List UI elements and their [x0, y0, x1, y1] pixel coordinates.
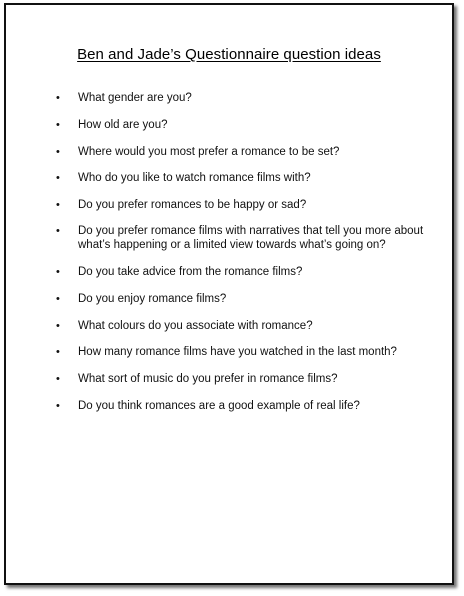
bullet-icon: • — [56, 346, 60, 358]
bullet-icon: • — [56, 199, 60, 211]
bullet-icon: • — [56, 373, 60, 385]
question-text: Do you think romances are a good example of real life? — [78, 400, 360, 412]
bullet-icon: • — [56, 119, 60, 131]
question-text: What colours do you associate with romance? — [78, 320, 313, 332]
question-text: How many romance films have you watched in the last month? — [78, 346, 397, 358]
question-text: What sort of music do you prefer in romance films? — [78, 373, 338, 385]
bullet-icon: • — [56, 293, 60, 305]
question-text: What gender are you? — [78, 92, 192, 104]
question-text: Do you take advice from the romance films? — [78, 266, 303, 278]
bullet-icon: • — [56, 92, 60, 104]
question-text: Do you prefer romance films with narratives that tell you more about what’s happening or a limited view towards what’s going on? — [78, 225, 424, 251]
question-text: Do you prefer romances to be happy or sad? — [78, 199, 307, 211]
document-title: Ben and Jade’s Questionnaire question ideas — [77, 46, 381, 63]
bullet-icon: • — [56, 172, 60, 184]
bullet-icon: • — [56, 400, 60, 412]
bullet-icon: • — [56, 225, 60, 237]
bullet-icon: • — [56, 266, 60, 278]
bullet-icon: • — [56, 146, 60, 158]
document-page — [4, 3, 454, 585]
question-text: Where would you most prefer a romance to be set? — [78, 146, 340, 158]
question-text: Do you enjoy romance films? — [78, 293, 227, 305]
question-text: How old are you? — [78, 119, 168, 131]
question-text: Who do you like to watch romance films with? — [78, 172, 311, 184]
bullet-icon: • — [56, 320, 60, 332]
